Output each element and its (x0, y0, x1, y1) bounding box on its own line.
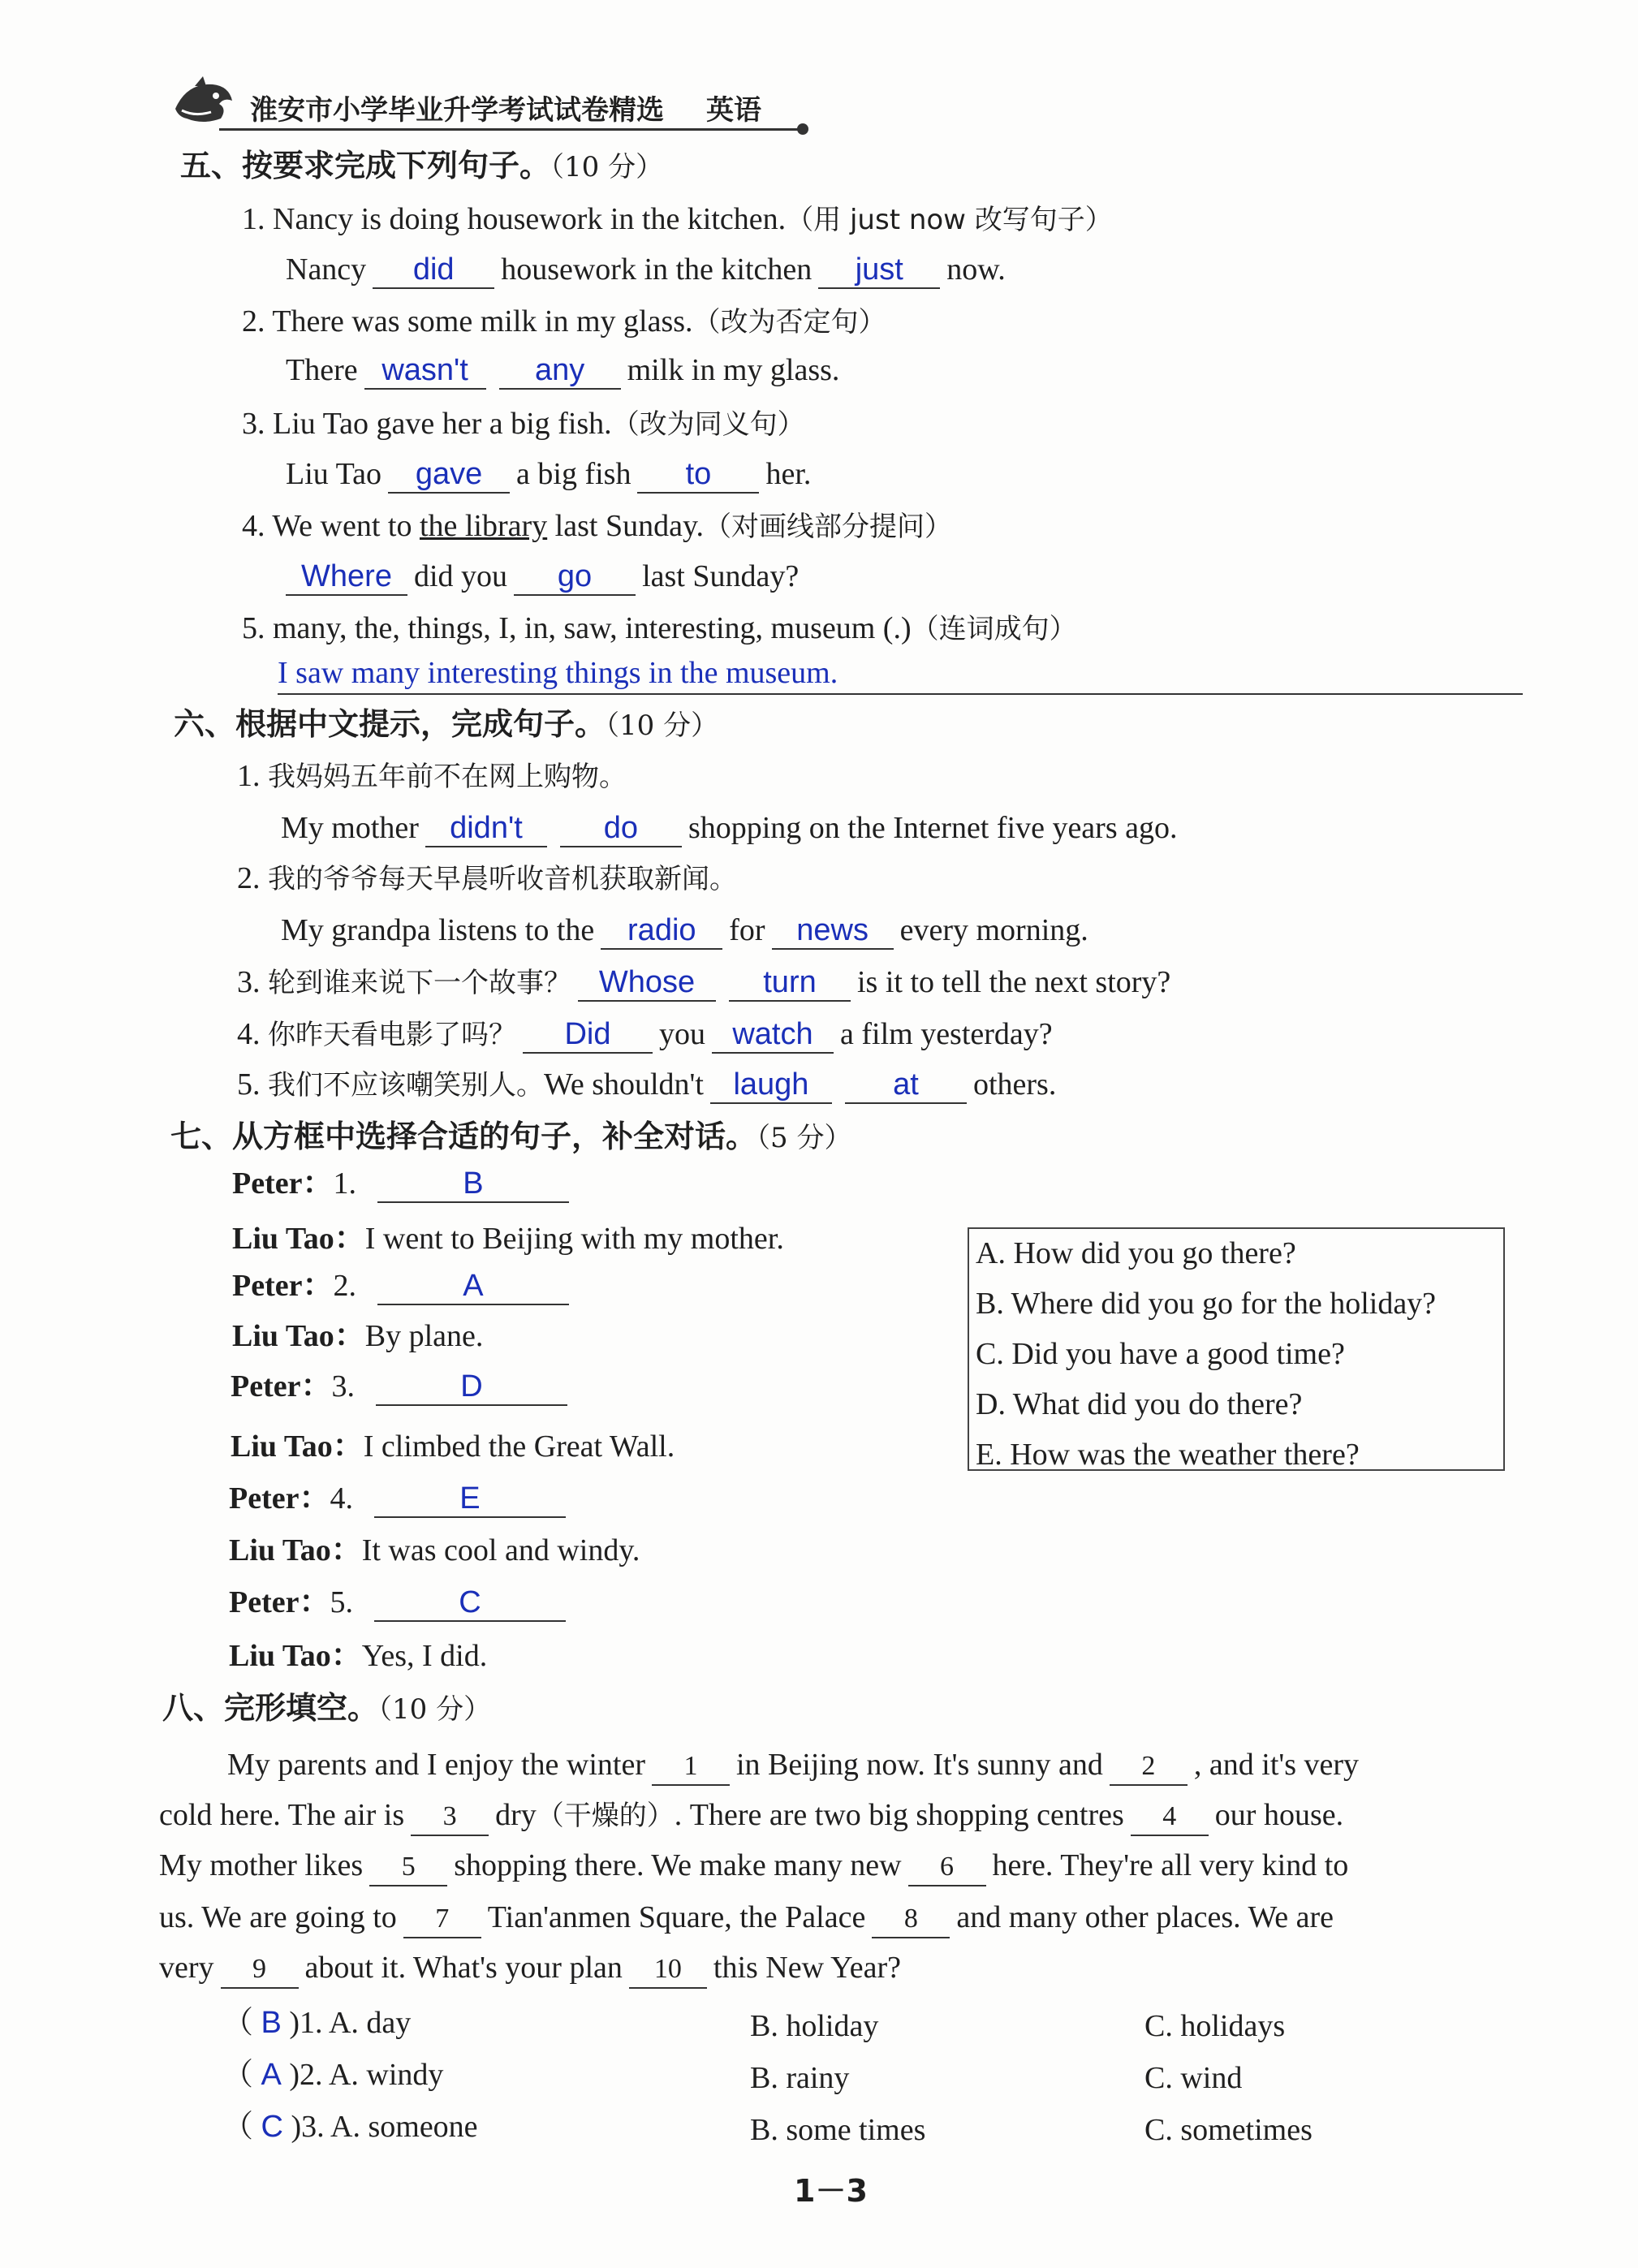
answer-blank: at (845, 1067, 967, 1104)
answer-blank: Where (286, 558, 407, 596)
cloze-q1: （ B )1. A. day (222, 2006, 412, 2040)
answer-blank: Did (523, 1016, 653, 1054)
s6-q3: 3. 轮到谁来说下一个故事？ Whose turn is it to tell the next story? (237, 961, 1170, 1004)
s7-line4: Liu Tao：By plane. (232, 1319, 484, 1353)
cloze-blank: 10 (629, 1951, 707, 1989)
shark-logo-icon (170, 76, 235, 133)
page-number: 1－3 (794, 2173, 868, 2209)
option-c: C. Did you have a good time? (976, 1337, 1345, 1371)
cloze-q2-b: B. rainy (750, 2061, 850, 2095)
s6-q5: 5. 我们不应该嘲笑别人。We shouldn't laugh at others. (237, 1063, 1056, 1106)
header-rule (219, 128, 804, 131)
answer-blank: radio (601, 912, 722, 950)
answer-blank: news (772, 912, 894, 950)
answer-blank: go (514, 558, 636, 596)
cloze-q3-c: C. sometimes (1144, 2113, 1313, 2147)
cloze-blank: 9 (221, 1951, 299, 1989)
answer-sentence: I saw many interesting things in the museum. (278, 656, 838, 690)
header-subject: 英语 (706, 94, 761, 127)
s6-a2: My grandpa listens to the radio for news every morning. (281, 909, 1088, 951)
s5-a5 (278, 653, 1523, 695)
section6-title: 六、根据中文提示，完成句子。（10 分） (174, 706, 719, 742)
option-a: A. How did you go there? (976, 1236, 1296, 1270)
s5-q2: 2. There was some milk in my glass.（改为否定句） (242, 304, 886, 338)
s5-a3: Liu Tao gave a big fish to her. (286, 453, 811, 495)
s5-q3: 3. Liu Tao gave her a big fish.（改为同义句） (242, 407, 805, 441)
header-dot (797, 123, 808, 135)
passage-line2: cold here. The air is 3 dry（干燥的）. There are two big shopping centres 4 our house. (159, 1794, 1343, 1837)
answer-blank: B (377, 1166, 569, 1203)
option-d: D. What did you do there? (976, 1387, 1303, 1421)
s5-q4: 4. We went to the library last Sunday.（对画线部分提问） (242, 509, 952, 543)
cloze-blank: 8 (872, 1901, 950, 1938)
header (170, 81, 804, 138)
answer-blank: Whose (578, 964, 716, 1002)
s5-a2: There wasn't any milk in my glass. (286, 349, 839, 391)
answer-blank: gave (388, 456, 510, 494)
cloze-blank: 3 (411, 1799, 489, 1836)
s7-line9: Peter：5. C (229, 1581, 572, 1623)
cloze-q2-c: C. wind (1144, 2061, 1243, 2095)
s7-line7: Peter：4. E (229, 1477, 572, 1520)
s7-line5: Peter：3. D (231, 1365, 574, 1408)
s5-a1: Nancy did housework in the kitchen just now. (286, 248, 1006, 291)
section8-title: 八、完形填空。（10 分） (162, 1690, 492, 1726)
answer-blank: C (374, 1585, 566, 1622)
cloze-q3-b: B. some times (750, 2113, 926, 2147)
option-b: B. Where did you go for the holiday? (976, 1287, 1437, 1321)
cloze-blank: 1 (652, 1748, 730, 1786)
answer-blank: wasn't (364, 352, 486, 390)
s5-q5: 5. many, the, things, I, in, saw, interesting, museum (.)（连词成句） (242, 611, 1077, 645)
answer-blank: D (376, 1369, 567, 1406)
cloze-q1-b: B. holiday (750, 2009, 879, 2043)
s7-line6: Liu Tao：I climbed the Great Wall. (231, 1429, 675, 1464)
s5-a4: Where did you go last Sunday? (286, 555, 799, 597)
answer-blank: watch (712, 1016, 834, 1054)
passage-line5: very 9 about it. What's your plan 10 this New Year? (159, 1947, 901, 1989)
options-box (968, 1227, 1505, 1471)
passage-line4: us. We are going to 7 Tian'anmen Square, the Palace 8 and many other places. We are (159, 1896, 1334, 1938)
cloze-answer: B (261, 2006, 282, 2040)
section5-title: 五、按要求完成下列句子。（10 分） (180, 148, 664, 183)
cloze-answer: A (261, 2058, 282, 2092)
header-title: 淮安市小学毕业升学考试试卷精选 (250, 94, 664, 127)
s7-line8: Liu Tao：It was cool and windy. (229, 1533, 640, 1567)
s6-a1: My mother didn't do shopping on the Internet five years ago. (281, 807, 1177, 849)
passage-line3: My mother likes 5 shopping there. We make many new 6 here. They're all very kind to (159, 1844, 1348, 1886)
cloze-blank: 2 (1110, 1748, 1188, 1786)
cloze-answer: C (261, 2110, 283, 2144)
cloze-q2: （ A )2. A. windy (222, 2058, 444, 2092)
s7-line2: Liu Tao：I went to Beijing with my mother. (232, 1222, 784, 1256)
answer-blank: laugh (710, 1067, 832, 1104)
answer-blank: turn (729, 964, 851, 1002)
s5-q1: 1. Nancy is doing housework in the kitchen.（用 just now 改写句子） (242, 202, 1113, 236)
s6-q4: 4. 你昨天看电影了吗？ Did you watch a film yesterday? (237, 1013, 1053, 1056)
answer-blank: didn't (425, 810, 547, 847)
cloze-blank: 4 (1131, 1799, 1209, 1836)
cloze-q3: （ C )3. A. someone (222, 2110, 478, 2144)
cloze-blank: 7 (403, 1901, 481, 1938)
answer-blank: to (637, 456, 759, 494)
answer-blank: just (818, 252, 940, 289)
cloze-blank: 5 (369, 1849, 447, 1886)
section7-title: 七、从方框中选择合适的句子，补全对话。（5 分） (170, 1119, 852, 1154)
answer-blank: any (499, 352, 621, 390)
passage-line1: My parents and I enjoy the winter 1 in Beijing now. It's sunny and 2 , and it's very (227, 1744, 1359, 1786)
cloze-q1-c: C. holidays (1144, 2009, 1286, 2043)
s7-line10: Liu Tao：Yes, I did. (229, 1639, 488, 1673)
s7-line3: Peter：2. A (232, 1265, 575, 1307)
cloze-blank: 6 (908, 1849, 986, 1886)
s6-q2: 2. 我的爷爷每天早晨听收音机获取新闻。 (237, 861, 737, 895)
option-e: E. How was the weather there? (976, 1438, 1360, 1472)
answer-blank: do (560, 810, 682, 847)
answer-blank: E (374, 1481, 566, 1518)
answer-blank: did (373, 252, 494, 289)
s7-line1: Peter：1. B (232, 1162, 575, 1205)
underlined-phrase: the library (419, 509, 548, 543)
s6-q1: 1. 我妈妈五年前不在网上购物。 (237, 759, 627, 793)
answer-blank: A (377, 1268, 569, 1305)
